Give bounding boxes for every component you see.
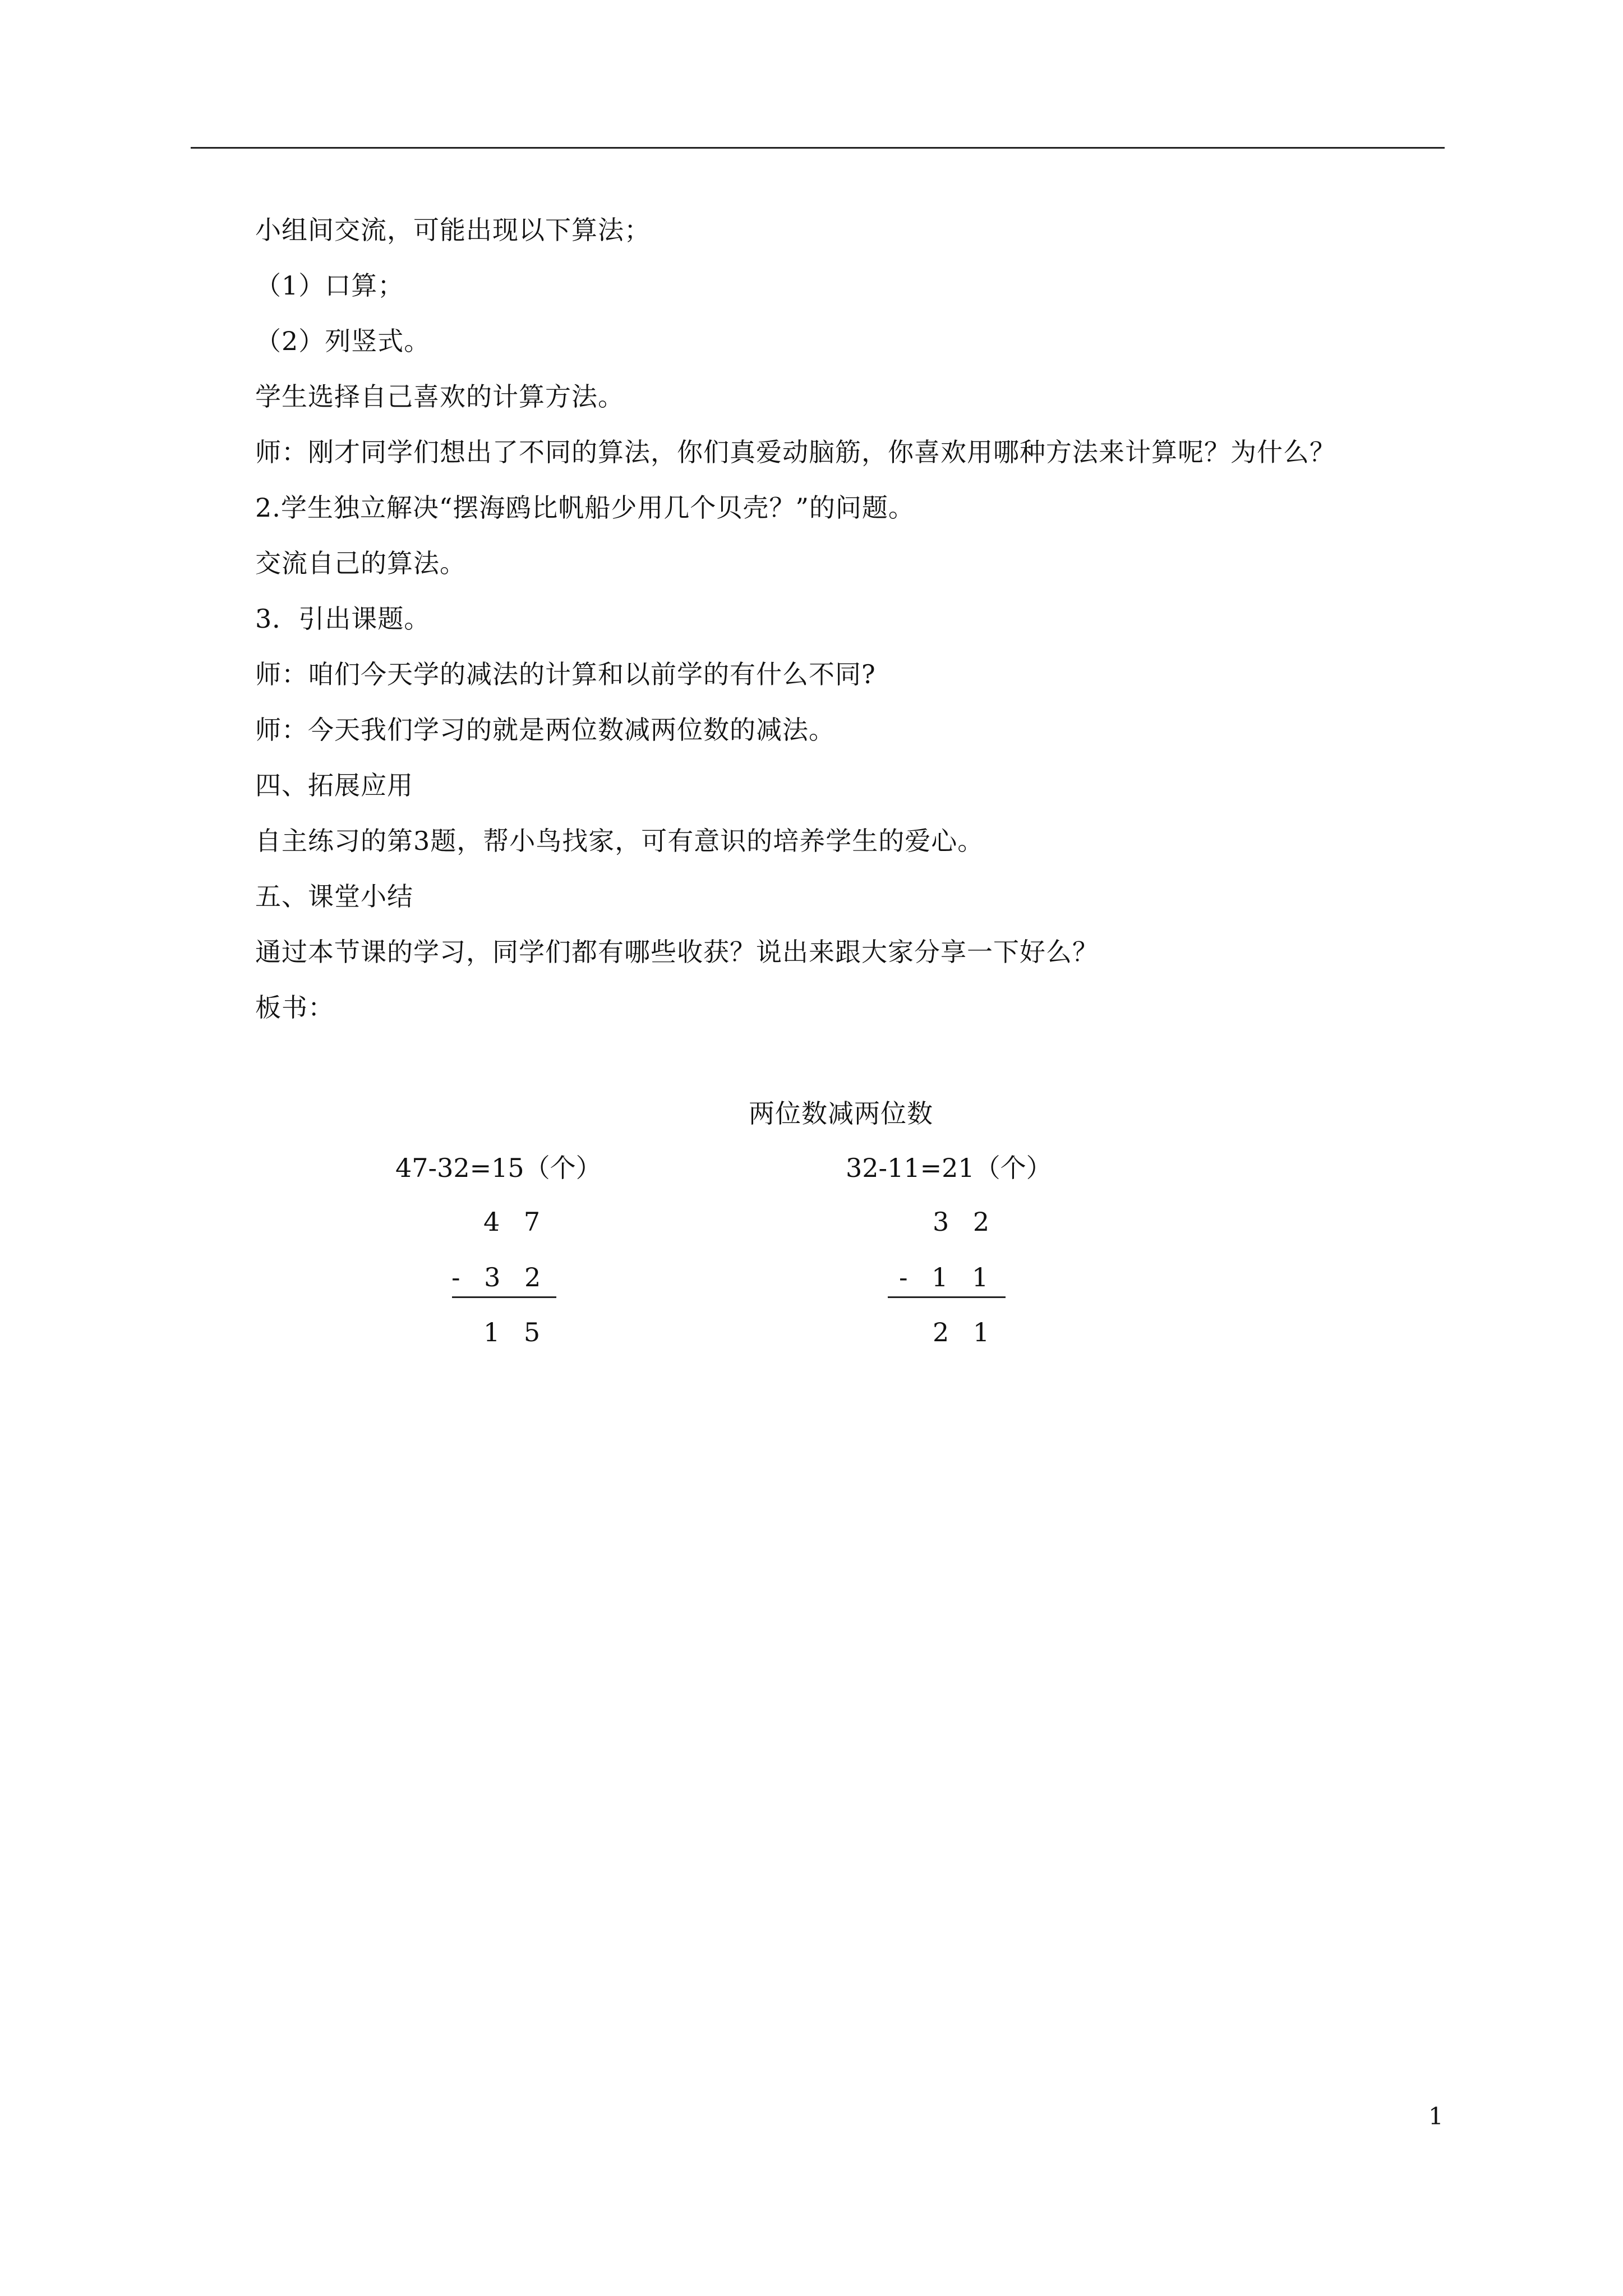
paragraph: 师：刚才同学们想出了不同的算法，你们真爱动脑筋，你喜欢用哪种方法来计算呢？为什么？ xyxy=(255,437,1336,467)
left-underline xyxy=(452,1296,556,1298)
right-equation: 32-11=21（个） xyxy=(846,1153,1052,1183)
right-result: 2 1 xyxy=(933,1317,998,1347)
left-top-digits: 4 7 xyxy=(483,1207,548,1237)
paragraph: 自主练习的第3题，帮小鸟找家，可有意识的培养学生的爱心。 xyxy=(255,826,984,856)
paragraph: 师：今天我们学习的就是两位数减两位数的减法。 xyxy=(255,715,835,745)
page-number: 1 xyxy=(1428,2102,1444,2130)
paragraph: （1）口算； xyxy=(255,270,404,301)
paragraph: 学生选择自己喜欢的计算方法。 xyxy=(255,381,624,412)
paragraph: 交流自己的算法。 xyxy=(255,548,466,578)
left-result: 1 5 xyxy=(483,1317,548,1347)
left-subtrahend: - 3 2 xyxy=(451,1262,549,1292)
paragraph: （2）列竖式。 xyxy=(255,326,431,356)
paragraph: 2.学生独立解决“摆海鸥比帆船少用几个贝壳？”的问题。 xyxy=(255,493,915,523)
section-heading: 四、拓展应用 xyxy=(255,770,413,800)
paragraph: 小组间交流，可能出现以下算法； xyxy=(255,215,651,245)
paragraph: 板书： xyxy=(255,992,334,1023)
board-title: 两位数减两位数 xyxy=(749,1098,933,1129)
paragraph: 师：咱们今天学的减法的计算和以前学的有什么不同? xyxy=(255,659,876,689)
left-equation: 47-32=15（个） xyxy=(395,1153,602,1183)
right-top-digits: 3 2 xyxy=(933,1207,998,1237)
right-underline xyxy=(888,1296,1006,1298)
header-rule xyxy=(191,147,1445,149)
paragraph: 3．引出课题。 xyxy=(255,604,431,634)
section-heading: 五、课堂小结 xyxy=(255,881,413,912)
paragraph: 通过本节课的学习，同学们都有哪些收获？说出来跟大家分享一下好么？ xyxy=(255,937,1099,967)
right-subtrahend: - 1 1 xyxy=(899,1262,997,1292)
